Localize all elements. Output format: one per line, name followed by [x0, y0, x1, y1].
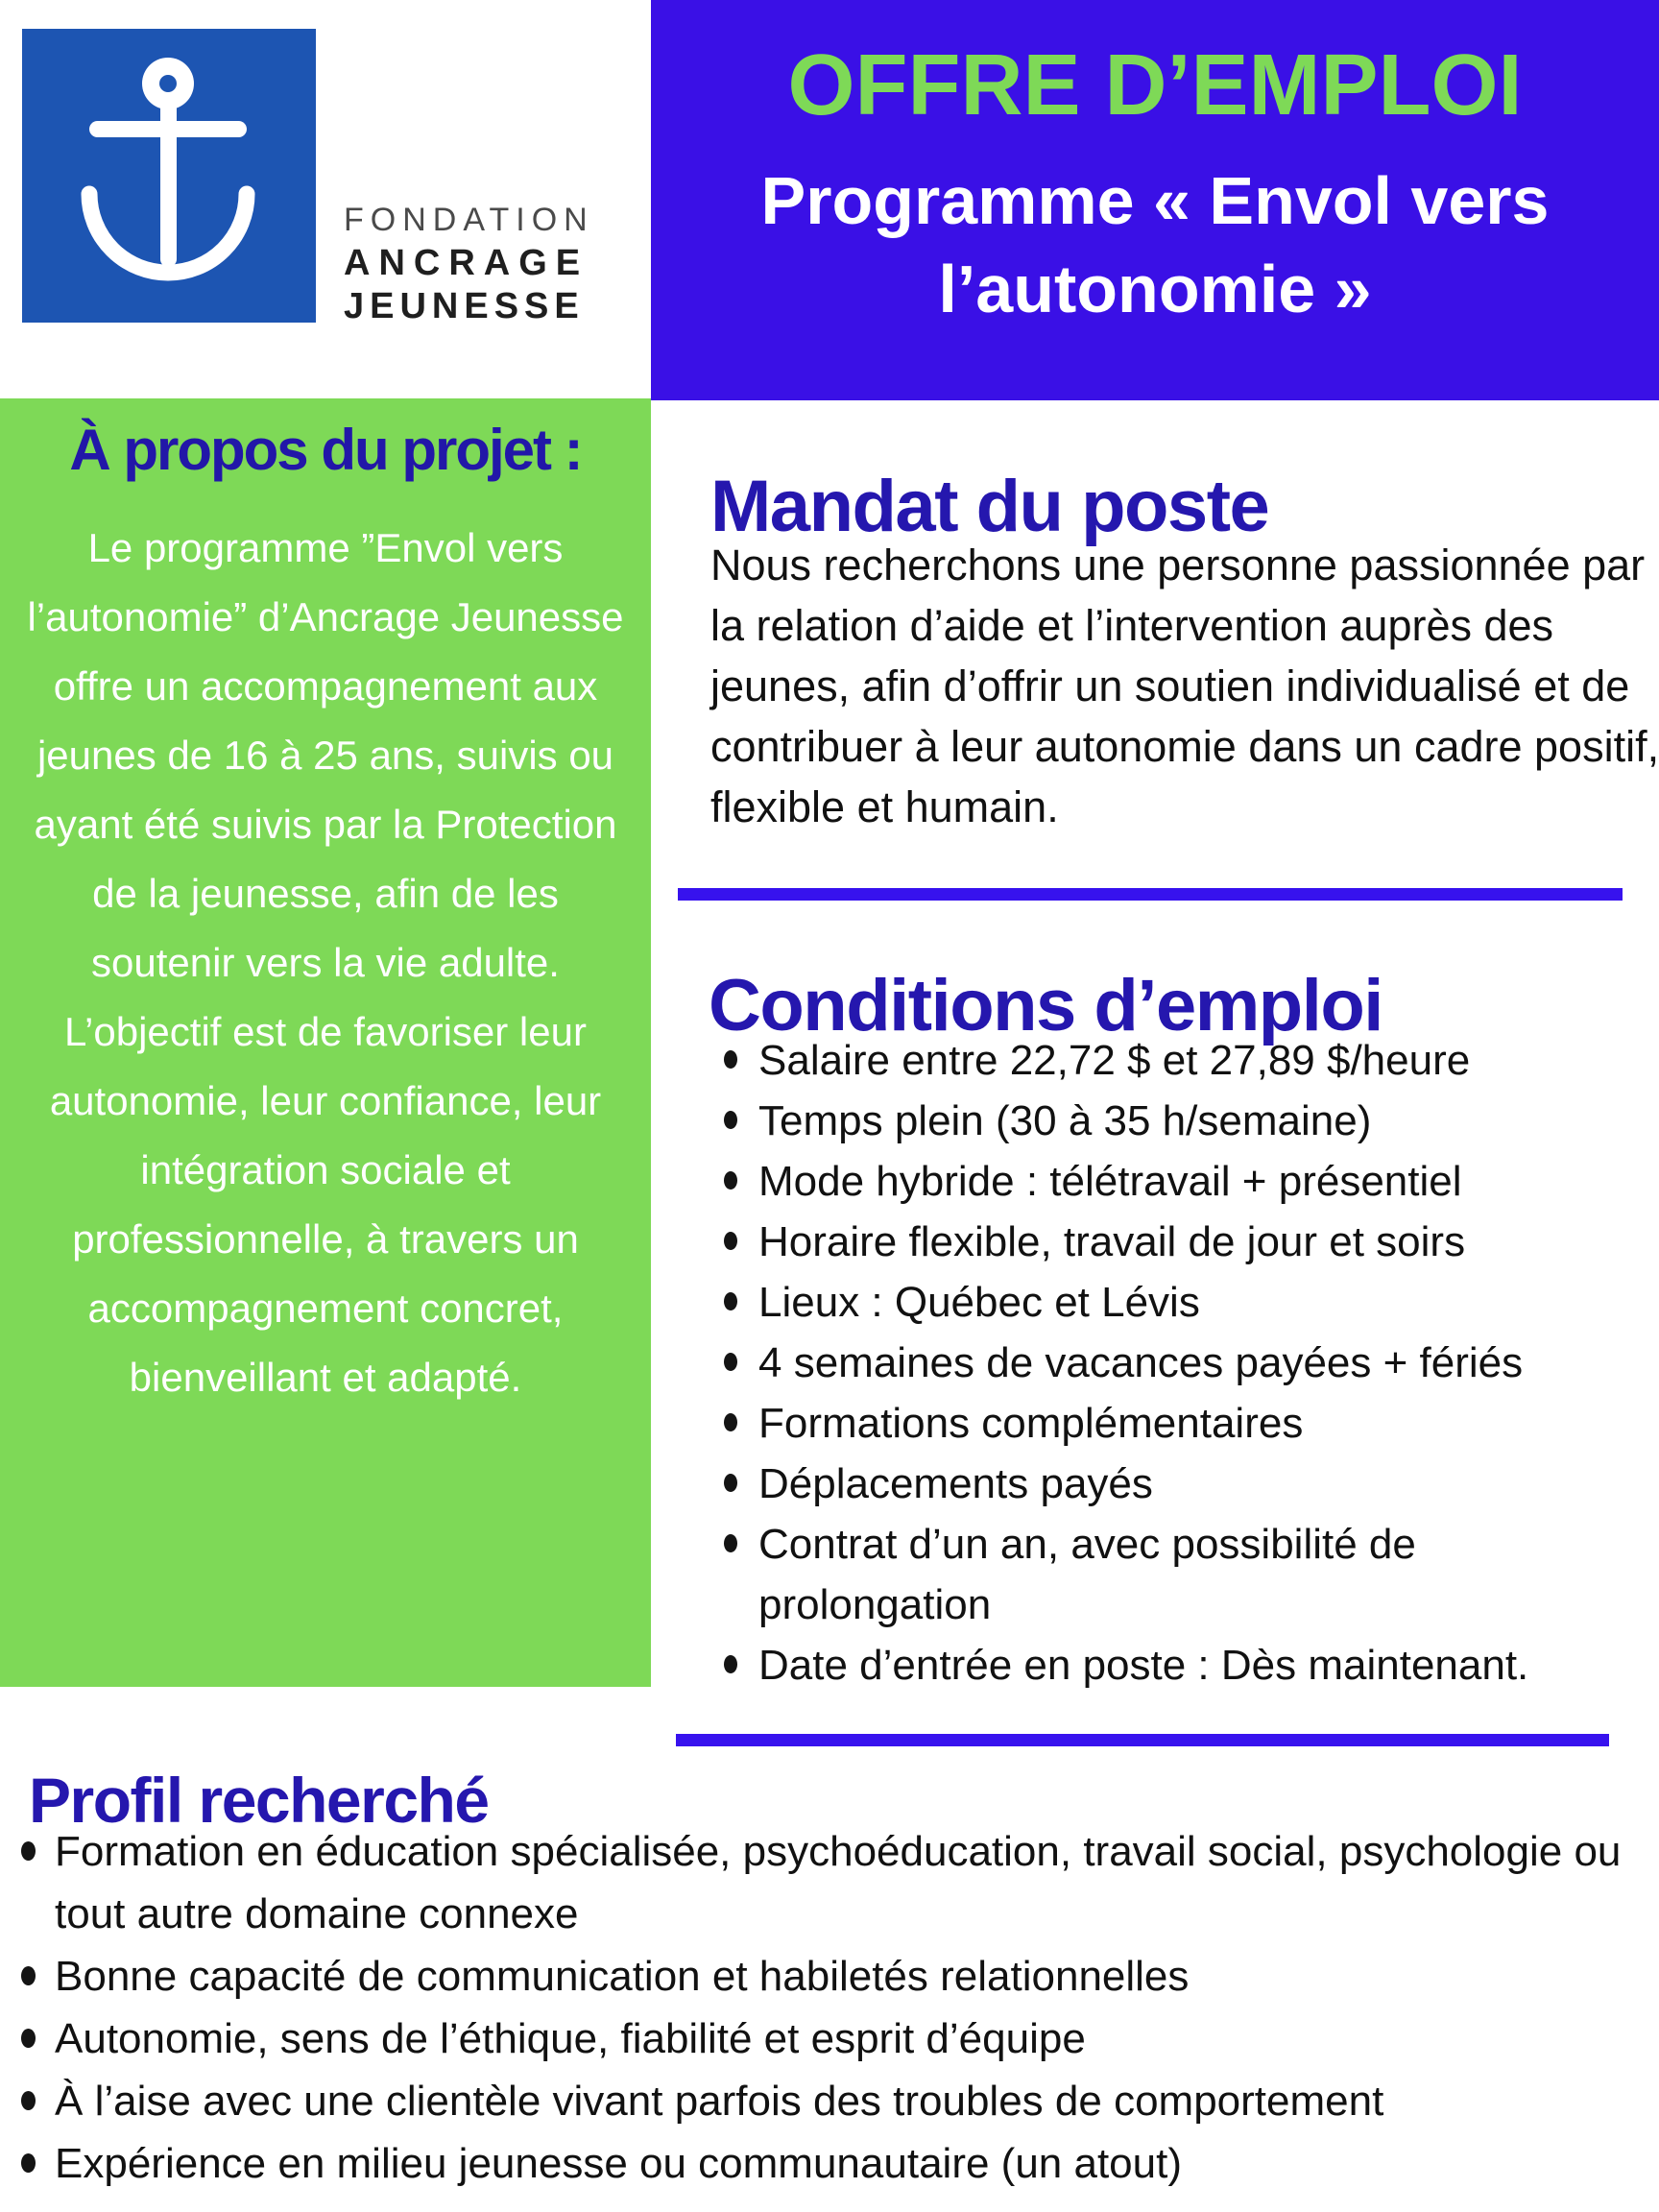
- poster-title: OFFRE D’EMPLOI: [787, 37, 1523, 133]
- list-item: Mode hybride : télétravail + présentiel: [718, 1151, 1640, 1212]
- about-heading: À propos du projet :: [69, 418, 582, 482]
- list-item: Date d’entrée en poste : Dès maintenant.: [718, 1635, 1640, 1695]
- list-item: Formation en éducation spécialisée, psychoéducation, travail social, psychologie ou tout autre domaine connexe: [15, 1820, 1647, 1945]
- logo-mark: [22, 29, 316, 323]
- list-item: 4 semaines de vacances payées + fériés: [718, 1333, 1640, 1393]
- profile-list: [15, 1820, 1647, 2195]
- list-item: Déplacements payés: [718, 1454, 1640, 1514]
- list-item: À l’aise avec une clientèle vivant parfois des troubles de comportement: [15, 2070, 1647, 2132]
- logo-wordmark: [344, 204, 594, 325]
- divider-line-top: [678, 888, 1623, 901]
- list-item: Lieux : Québec et Lévis: [718, 1272, 1640, 1333]
- about-body-text: Le programme ”Envol vers l’autonomie” d’Ancrage Jeunesse offre un accompagnement aux jeunes de 16 à 25 ans, suivis ou ayant été suivis par la Protection de la jeunesse, afin de les soutenir vers la vie adulte. L’objectif est de favoriser leur autonomie, leur confiance, leur intégration sociale et professionnelle, à travers un accompagnement concret, bienveillant et adapté.: [27, 525, 624, 1400]
- mandate-body-text: Nous recherchons une personne passionnée par la relation d’aide et l’intervention auprès des jeunes, afin d’offrir un soutien individualisé et de contribuer à leur autonomie dans un cadre positif, flexible et humain.: [710, 541, 1659, 831]
- list-item: Expérience en milieu jeunesse ou communautaire (un atout): [15, 2132, 1647, 2195]
- profile-heading: Profil recherché: [29, 1764, 489, 1836]
- list-item: Temps plein (30 à 35 h/semaine): [718, 1091, 1640, 1151]
- anchor-icon: [22, 29, 316, 323]
- conditions-list: [718, 1030, 1640, 1695]
- poster-subtitle-line1: Programme « Envol vers: [760, 163, 1550, 238]
- list-item: Formations complémentaires: [718, 1393, 1640, 1454]
- list-item: Bonne capacité de communication et habiletés relationnelles: [15, 1945, 1647, 2008]
- logo-line-jeunesse: JEUNESSE: [344, 286, 585, 326]
- poster-subtitle-line2: l’autonomie »: [938, 252, 1372, 326]
- list-item: Salaire entre 22,72 $ et 27,89 $/heure: [718, 1030, 1640, 1091]
- mandate-heading: Mandat du poste: [710, 466, 1269, 548]
- about-project-section: [0, 398, 651, 1687]
- logo-line-fondation: FONDATION: [344, 202, 594, 238]
- header-banner: [651, 0, 1659, 400]
- list-item: Contrat d’un an, avec possibilité de prolongation: [718, 1514, 1640, 1635]
- list-item: Horaire flexible, travail de jour et soirs: [718, 1212, 1640, 1272]
- list-item: Autonomie, sens de l’éthique, fiabilité et esprit d’équipe: [15, 2008, 1647, 2070]
- logo-line-ancrage: ANCRAGE: [344, 243, 589, 283]
- conditions-heading: Conditions d’emploi: [709, 965, 1382, 1047]
- divider-line-bottom: [676, 1734, 1609, 1746]
